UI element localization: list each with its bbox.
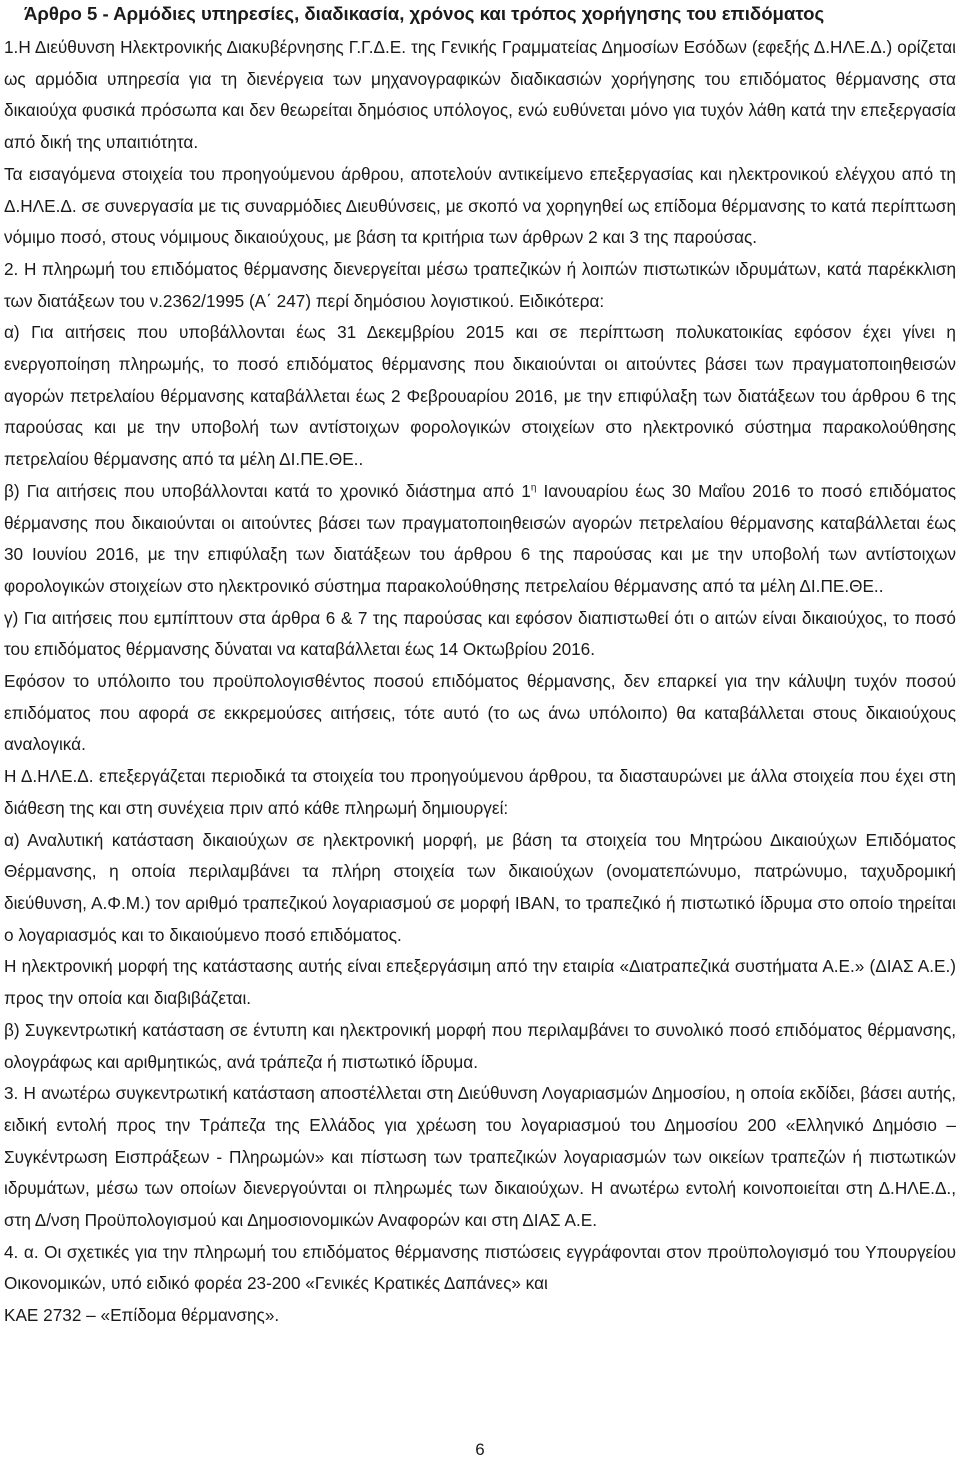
paragraph-b (4, 476, 956, 603)
page-number: 6 (475, 1440, 485, 1459)
paragraph-10: 4. α. Οι σχετικές για την πληρωμή του επιδόματος θέρμανσης πιστώσεις εγγράφονται στον προϋπολογισμό του Υπουργείου Οικονομικών, υπό ειδικό φορέα 23-200 «Γενικές Κρατικές Δαπάνες» και (4, 1241, 956, 1294)
ordinal-superscript: η (530, 482, 537, 494)
paragraph-8: β) Συγκεντρωτική κατάσταση σε έντυπη και ηλεκτρονική μορφή που περιλαμβάνει το συνολικό ποσό επιδόματος θέρμανσης, ολογράφως και αριθμητικώς, ανά τράπεζα ή πιστωτικό ίδρυμα. (4, 1019, 956, 1072)
paragraph-b-start: β) Για αιτήσεις που υποβάλλονται κατά το χρονικό διάστημα από 1 (4, 480, 531, 501)
paragraph-c: γ) Για αιτήσεις που εμπίπτουν στα άρθρα 6 & 7 της παρούσας και εφόσον διαπιστωθεί ότι ο αιτών είναι δικαιούχος, το ποσό του επιδόματος θέρμανσης δύναται να καταβάλλεται έως 14 Οκτωβρίου 2016. (4, 607, 956, 660)
paragraph-2: Τα εισαγόμενα στοιχεία του προηγούμενου άρθρου, αποτελούν αντικείμενο επεξεργασίας και ηλεκτρονικού ελέγχου από τη Δ.ΗΛΕ.Δ. σε συνεργασία με τις συναρμόδιες Διευθύνσεις, με σκοπό να χορηγηθεί ως επίδομα θέρμανσης το κατά περίπτωση νόμιμο ποσό, στους νόμιμους δικαιούχους, με βάση τα κριτήρια των άρθρων 2 και 3 της παρούσας. (4, 163, 956, 248)
paragraph-4: Εφόσον το υπόλοιπο του προϋπολογισθέντος ποσού επιδόματος θέρμανσης, δεν επαρκεί για την κάλυψη τυχόν ποσού επιδόματος που αφορά σε εκκρεμούσες αιτήσεις, τότε αυτό (το ως άνω υπόλοιπο) θα καταβάλλεται στους δικαιούχους αναλογικά. (4, 671, 956, 755)
paragraph-last-line: ΚΑΕ 2732 – «Επίδομα θέρμανσης». (4, 1305, 280, 1326)
paragraph-1: 1.Η Διεύθυνση Ηλεκτρονικής Διακυβέρνησης Γ.Γ.Δ.Ε. της Γενικής Γραμματείας Δημοσίων Εσόδων (εφεξής Δ.ΗΛΕ.Δ.) ορίζεται ως αρμόδια υπηρεσία για τη διενέργεια των μηχανογραφικών διαδικασιών χορήγησης του επιδόματος θέρμανσης στα δικαιούχα φυσικά πρόσωπα και δεν θεωρείται δημόσιος υπόλογος, ενώ ευθύνεται μόνο για τυχόν λάθη κατά την επεξεργασία από δική της υπαιτιότητα. (4, 37, 956, 153)
document-page (4, 2, 956, 1332)
article-body (4, 32, 956, 1332)
paragraph-5: Η Δ.ΗΛΕ.Δ. επεξεργάζεται περιοδικά τα στοιχεία του προηγούμενου άρθρου, τα διασταυρώνει με άλλα στοιχεία που έχει στη διάθεση της και στη συνέχεια πριν από κάθε πληρωμή δημιουργεί: (4, 766, 956, 818)
paragraph-a: α) Για αιτήσεις που υποβάλλονται έως 31 Δεκεμβρίου 2015 και σε περίπτωση πολυκατοικίας εφόσον έχει γίνει η ενεργοποίηση πληρωμής, το ποσό επιδόματος θέρμανσης που δικαιούνται οι αιτούντες βάσει των πραγματοποιηθεισών αγορών πετρελαίου θέρμανσης καταβάλλεται έως 2 Φεβρουαρίου 2016, με την επιφύλαξη των διατάξεων του άρθρου 6 της παρούσας και με την υποβολή των αντίστοιχων φορολογικών στοιχείων στο ηλεκτρονικό σύστημα παρακολούθησης πετρελαίου θέρμανσης από τα μέλη ΔΙ.ΠΕ.ΘΕ.. (4, 322, 956, 470)
paragraph-3: 2. Η πληρωμή του επιδόματος θέρμανσης διενεργείται μέσω τραπεζικών ή λοιπών πιστωτικών ιδρυμάτων, κατά παρέκκλιση των διατάξεων του ν.2362/1995 (Α΄ 247) περί δημόσιου λογιστικού. Ειδικότερα: (4, 258, 956, 311)
paragraph-6: α) Αναλυτική κατάσταση δικαιούχων σε ηλεκτρονική μορφή, με βάση τα στοιχεία του Μητρώου Δικαιούχων Επιδόματος Θέρμανσης, η οποία περιλαμβάνει τα πλήρη στοιχεία των δικαιούχων (ονοματεπώνυμο, πατρώνυμο, ταχυδρομική διεύθυνση, Α.Φ.Μ.) τον αριθμό τραπεζικού λογαριασμού σε μορφή ΙΒΑΝ, το τραπεζικό ή πιστωτικό ίδρυμα στο οποίο τηρείται ο λογαριασμός και το δικαιούμενο ποσό επιδόματος. (4, 829, 956, 945)
paragraph-b-rest: Ιανουαρίου έως 30 Μαΐου 2016 το ποσό επιδόματος θέρμανσης που δικαιούνται οι αιτούντες βάσει των πραγματοποιηθεισών αγορών πετρελαίου θέρμανσης καταβάλλεται έως 30 Ιουνίου 2016, με την επιφύλαξη των διατάξεων του άρθρου 6 της παρούσας και με την υποβολή των αντίστοιχων φορολογικών στοιχείων στο ηλεκτρονικό σύστημα παρακολούθησης πετρελαίου θέρμανσης από τα μέλη ΔΙ.ΠΕ.ΘΕ.. (4, 480, 957, 596)
article-title: Άρθρο 5 - Αρμόδιες υπηρεσίες, διαδικασία, χρόνος και τρόπος χορήγησης του επιδόματος (24, 3, 825, 24)
paragraph-9: 3. Η ανωτέρω συγκεντρωτική κατάσταση αποστέλλεται στη Διεύθυνση Λογαριασμών Δημοσίου, η οποία εκδίδει, βάσει αυτής, ειδική εντολή προς την Τράπεζα της Ελλάδος για χρέωση του λογαριασμού του Δημοσίου 200 «Ελληνικό Δημόσιο – Συγκέντρωση Εισπράξεων - Πληρωμών» και πίστωση των τραπεζικών λογαριασμών των οικείων τραπεζών ή πιστωτικών ιδρυμάτων, μέσω των οποίων διενεργούνται οι πληρωμές των δικαιούχων. Η ανωτέρω εντολή κοινοποιείται στη Δ.ΗΛΕ.Δ., στη Δ/νση Προϋπολογισμού και Δημοσιονομικών Αναφορών και στη ΔΙΑΣ Α.Ε. (4, 1083, 956, 1231)
paragraph-7: Η ηλεκτρονική μορφή της κατάστασης αυτής είναι επεξεργάσιμη από την εταιρία «Διατραπεζικά συστήματα Α.Ε.» (ΔΙΑΣ Α.Ε.) προς την οποία και διαβιβάζεται. (4, 956, 956, 1009)
